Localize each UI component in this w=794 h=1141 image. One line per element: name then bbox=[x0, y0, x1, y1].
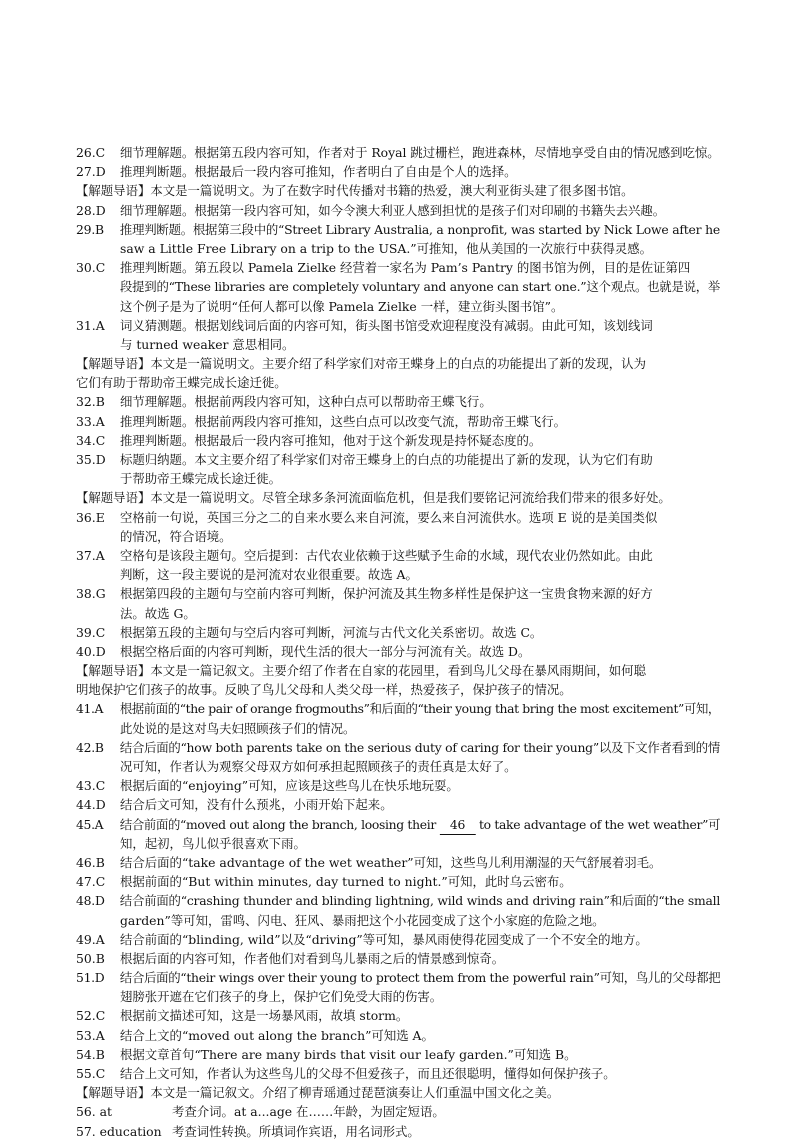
answer-line bbox=[76, 546, 720, 565]
answer-line bbox=[76, 220, 719, 239]
explanation-text: 结合后面的“how both parents take on the serious duty of caring for their young”以及下文作者看到的情 bbox=[119, 739, 721, 755]
answer-line bbox=[76, 1045, 720, 1064]
answer-number: 33.A bbox=[76, 413, 105, 429]
answer-number: 51.D bbox=[76, 970, 105, 986]
explanation-text: 根据后面的“enjoying”可知，应该是这些鸟儿在快乐地玩耍。 bbox=[120, 778, 459, 794]
continuation-line bbox=[76, 911, 720, 930]
answer-number: 37.A bbox=[76, 547, 105, 563]
answer-number: 53.A bbox=[76, 1027, 105, 1043]
explanation-text: 推理判断题。根据最后一段内容可推知，他对于这个新发现是持怀疑态度的。 bbox=[120, 432, 542, 448]
answer-line bbox=[76, 1064, 720, 1083]
explanation-text: 况可知，作者认为观察父母双方如何承担起照顾孩子的责任真是太好了。 bbox=[120, 759, 517, 774]
answer-line bbox=[76, 392, 720, 411]
explanation-text: 细节理解题。根据第一段内容可知，如今令澳大利亚人感到担忧的是孩子们对印刷的书籍失去兴趣。 bbox=[120, 202, 666, 218]
answer-number: 43.C bbox=[76, 778, 106, 794]
section-guide-line bbox=[76, 680, 720, 699]
answer-number: 56. at bbox=[76, 1104, 113, 1120]
continuation-line bbox=[76, 527, 720, 546]
explanation-text: 结合前面的“blinding, wild”以及“driving”等可知，暴风雨使得花园变成了一个不安全的地方。 bbox=[120, 931, 648, 947]
answer-line bbox=[76, 450, 720, 469]
answer-line bbox=[76, 1026, 720, 1045]
answer-line bbox=[76, 584, 720, 603]
continuation-line bbox=[76, 565, 720, 584]
guide-text: 【解题导语】本文是一篇说明文。尽管全球多条河流面临危机，但是我们要铭记河流给我们带来的很多好处。 bbox=[76, 490, 671, 506]
answer-number: 26.C bbox=[76, 145, 106, 160]
answer-line bbox=[76, 891, 719, 910]
answer-number: 34.C bbox=[76, 432, 106, 448]
answer-line bbox=[76, 853, 720, 872]
answer-number: 27.D bbox=[76, 164, 106, 180]
explanation-text: 结合上文的“moved out along the branch”可知选 A。 bbox=[120, 1027, 434, 1043]
explanation-text: 结合后文可知，没有什么预兆，小雨开始下起来。 bbox=[120, 797, 393, 813]
answer-number: 38.G bbox=[76, 586, 106, 602]
answer-number: 44.D bbox=[76, 797, 106, 813]
continuation-line bbox=[76, 757, 720, 776]
answer-number: 49.A bbox=[76, 931, 105, 947]
explanation-text: 结合前面的“crashing thunder and blinding lightning, wild winds and driving rain”和后面的“the small bbox=[119, 893, 721, 909]
answer-number: 55.C bbox=[76, 1066, 106, 1081]
continuation-line bbox=[76, 469, 720, 488]
explanation-text: 结合前面的“moved out along the branch, loosing their bbox=[119, 816, 440, 832]
explanation-text: 根据前面的“But within minutes, day turned to night.”可知，此时乌云密布。 bbox=[120, 874, 572, 890]
answer-number: 30.C bbox=[76, 260, 106, 276]
answer-number: 39.C bbox=[76, 624, 106, 640]
section-guide-line bbox=[76, 354, 720, 373]
explanation-text: 此处说的是这对鸟夫妇照顾孩子们的情况。 bbox=[120, 720, 356, 736]
answer-line bbox=[76, 949, 720, 968]
continuation-line bbox=[76, 604, 720, 623]
answer-number: 47.C bbox=[76, 874, 106, 890]
explanation-text: 推理判断题。第五段以 Pamela Zielke 经营着一家名为 Pam’s Pantry 的图书馆为例，目的是佐证第四 bbox=[120, 260, 691, 276]
guide-text: 【解题导语】本文是一篇说明文。主要介绍了科学家们对帝王蝶身上的白点的功能提出了新的发现，认为 bbox=[76, 356, 646, 372]
explanation-text: 推理判断题。根据第三段中的“Street Library Australia, a nonprofit, was started by Nick Lowe after he bbox=[119, 221, 720, 237]
explanation-text: to take advantage of the wet weather”可 bbox=[475, 816, 721, 832]
explanation-text: 知，起初，鸟儿似乎很喜欢下雨。 bbox=[120, 835, 306, 851]
answer-line bbox=[76, 201, 720, 220]
explanation-text: 推理判断题。根据最后一段内容可推知，作者明白了自由是个人的选择。 bbox=[120, 164, 517, 180]
answer-number: 28.D bbox=[76, 202, 106, 218]
answer-number: 40.D bbox=[76, 643, 106, 659]
answer-number: 54.B bbox=[76, 1046, 105, 1062]
answer-number: 46.B bbox=[76, 854, 105, 870]
explanation-text: garden”等可知，雷鸣、闪电、狂风、暴雨把这个小花园变成了这个小家庭的危险之地。 bbox=[120, 912, 605, 928]
guide-text: 【解题导语】本文是一篇记叙文。主要介绍了作者在自家的花园里，看到鸟儿父母在暴风雨期间，如何聪 bbox=[76, 663, 646, 679]
answer-line bbox=[76, 1122, 720, 1141]
answer-number: 52.C bbox=[76, 1008, 106, 1024]
answer-line bbox=[76, 968, 719, 987]
answer-line bbox=[76, 776, 720, 795]
explanation-text: 根据第五段的主题句与空后内容可判断，河流与古代文化关系密切。故选 C。 bbox=[120, 624, 543, 640]
explanation-text: 根据空格后面的内容可判断，现代生活的很大一部分与河流有关。故选 D。 bbox=[120, 643, 531, 659]
explanation-text: 词义猜测题。根据划线词后面的内容可知，街头图书馆受欢迎程度没有减弱。由此可知，该划线词 bbox=[120, 317, 653, 333]
explanation-text: 结合后面的“take advantage of the wet weather”可知，这些鸟儿利用潮湿的天气舒展着羽毛。 bbox=[120, 854, 662, 870]
answer-line bbox=[76, 1006, 720, 1025]
explanation-text: 空格前一句说，英国三分之二的自来水要么来自河流，要么来自河流供水。选项 E 说的是美国类似 bbox=[120, 509, 658, 525]
blank-number: 46 bbox=[440, 815, 476, 835]
answer-line bbox=[76, 258, 720, 277]
explanation-text: 结合上文可知，作者认为这些鸟儿的父母不但爱孩子，而且还很聪明，懂得如何保护孩子。 bbox=[120, 1066, 616, 1081]
guide-text: 明地保护它们孩子的故事。反映了鸟儿父母和人类父母一样，热爱孩子，保护孩子的情况。 bbox=[76, 682, 572, 698]
answer-line bbox=[76, 738, 719, 757]
guide-text: 【解题导语】本文是一篇说明文。为了在数字时代传播对书籍的热爱，澳大利亚街头建了很多图书馆。 bbox=[76, 183, 634, 199]
continuation-line bbox=[76, 719, 720, 738]
answer-number: 57. education bbox=[76, 1123, 162, 1139]
answer-number: 50.B bbox=[76, 950, 105, 966]
answer-number: 36.E bbox=[76, 509, 105, 525]
explanation-text: 根据后面的内容可知，作者他们对看到鸟儿暴雨之后的情景感到惊奇。 bbox=[120, 950, 505, 966]
explanation-text: 根据前文描述可知，这是一场暴风雨，故填 storm。 bbox=[120, 1008, 409, 1024]
guide-text: 它们有助于帮助帝王蝶完成长途迁徙。 bbox=[76, 375, 287, 391]
section-guide-line bbox=[76, 373, 720, 392]
answer-line bbox=[76, 930, 720, 949]
answer-line bbox=[76, 1102, 720, 1121]
answer-number: 45.A bbox=[76, 816, 104, 832]
explanation-text: 法。故选 G。 bbox=[120, 605, 196, 621]
answer-number: 31.A bbox=[76, 317, 105, 333]
explanation-text: 结合后面的“their wings over their young to protect them from the powerful rain”可知，鸟儿的父母都把 bbox=[119, 970, 721, 986]
explanation-text: saw a Little Free Library on a trip to the USA.”可推知，他从美国的一次旅行中获得灵感。 bbox=[120, 240, 653, 256]
answer-explanations bbox=[76, 143, 720, 1141]
answer-line bbox=[76, 412, 720, 431]
continuation-line bbox=[76, 834, 720, 853]
explanation-text: 判断，这一段主要说的是河流对农业很重要。故选 A。 bbox=[120, 567, 418, 583]
continuation-line bbox=[76, 239, 720, 258]
explanation-text: 空格句是该段主题句。空后提到：古代农业依赖于这些赋予生命的水域，现代农业仍然如此。由此 bbox=[120, 547, 653, 563]
answer-number: 29.B bbox=[76, 221, 104, 237]
explanation-text: 根据前面的“the pair of orange frogmouths”和后面的“their young that bring the most excitement”可知， bbox=[119, 701, 720, 717]
section-guide-line bbox=[76, 488, 720, 507]
explanation-text: 与 turned weaker 意思相同。 bbox=[120, 336, 295, 352]
answer-line bbox=[76, 815, 721, 834]
section-guide-line bbox=[76, 1083, 720, 1102]
answer-line bbox=[76, 143, 720, 162]
explanation-text: 根据第四段的主题句与空前内容可判断，保护河流及其生物多样性是保护这一宝贵食物来源的好方 bbox=[120, 586, 653, 602]
continuation-line bbox=[76, 335, 720, 354]
answer-line bbox=[76, 642, 720, 661]
answer-line bbox=[76, 431, 720, 450]
explanation-text: 根据文章首句“There are many birds that visit our leafy garden.”可知选 B。 bbox=[120, 1046, 577, 1062]
answer-number: 42.B bbox=[76, 739, 104, 755]
continuation-line bbox=[76, 277, 720, 296]
answer-line bbox=[76, 162, 720, 181]
explanation-text: 这个例子是为了说明“任何人都可以像 Pamela Zielke 一样，建立街头图书馆”。 bbox=[120, 298, 564, 314]
explanation-text: 考查介词。at a...age 在……年龄，为固定短语。 bbox=[172, 1104, 445, 1120]
explanation-text: 的情况，符合语境。 bbox=[120, 528, 232, 544]
answer-number: 48.D bbox=[76, 893, 105, 909]
answer-number: 35.D bbox=[76, 452, 106, 467]
explanation-text: 翅膀张开遮在它们孩子的身上，保护它们免受大雨的伤害。 bbox=[120, 989, 443, 1005]
guide-text: 【解题导语】本文是一篇记叙文。介绍了柳青瑶通过琵琶演奏让人们重温中国文化之美。 bbox=[76, 1085, 560, 1101]
explanation-text: 标题归纳题。本文主要介绍了科学家们对帝王蝶身上的白点的功能提出了新的发现，认为它们有助 bbox=[120, 452, 653, 467]
explanation-text: 细节理解题。根据前两段内容可知，这种白点可以帮助帝王蝶飞行。 bbox=[120, 394, 492, 410]
answer-line bbox=[76, 872, 720, 891]
answer-line bbox=[76, 699, 718, 718]
answer-number: 32.B bbox=[76, 394, 105, 410]
answer-line bbox=[76, 316, 720, 335]
section-guide-line bbox=[76, 661, 720, 680]
continuation-line bbox=[76, 297, 720, 316]
explanation-text: 推理判断题。根据前两段内容可推知，这些白点可以改变气流，帮助帝王蝶飞行。 bbox=[120, 413, 567, 429]
answer-line bbox=[76, 508, 720, 527]
section-guide-line bbox=[76, 181, 720, 200]
explanation-text: 考查词性转换。所填词作宾语，用名词形式。 bbox=[172, 1123, 420, 1139]
explanation-text: 细节理解题。根据第五段内容可知，作者对于 Royal 跳过栅栏，跑进森林，尽情地享受自由的情况感到吃惊。 bbox=[120, 145, 720, 160]
explanation-text: 段提到的“These libraries are completely voluntary and anyone can start one.”这个观点。也就是说，举 bbox=[120, 279, 721, 295]
answer-line bbox=[76, 623, 720, 642]
explanation-text: 于帮助帝王蝶完成长途迁徙。 bbox=[120, 471, 282, 487]
answer-number: 41.A bbox=[76, 701, 104, 717]
answer-line bbox=[76, 795, 720, 814]
continuation-line bbox=[76, 987, 720, 1006]
